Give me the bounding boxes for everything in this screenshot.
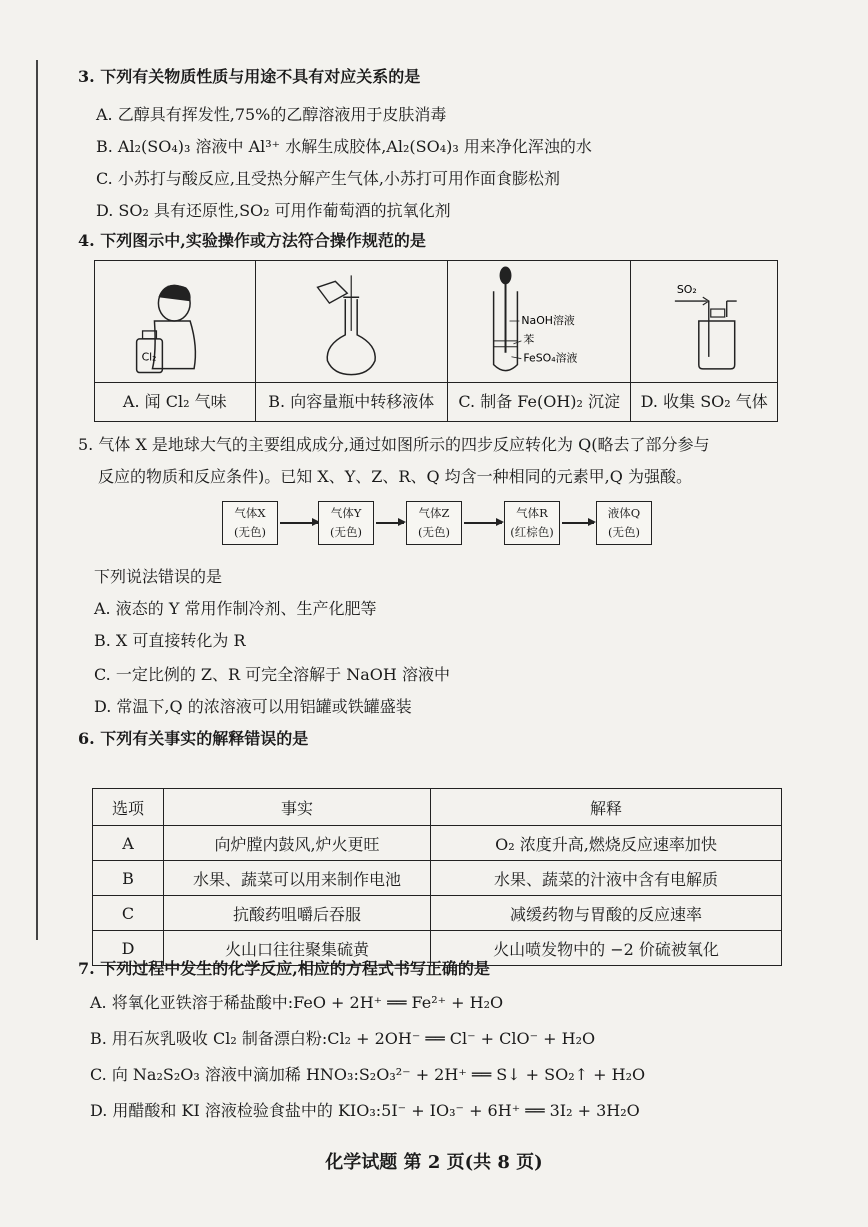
- cell-fact: 火山口往往聚集硫黄: [164, 931, 431, 966]
- flow-arrow: [562, 522, 594, 524]
- q5-stem-line1: 5. 气体 X 是地球大气的主要组成成分,通过如图所示的四步反应转化为 Q(略去了部分参与: [78, 435, 710, 454]
- q5-question: 下列说法错误的是: [94, 567, 223, 586]
- table-header-row: [93, 789, 782, 826]
- cl2-bottle-label: Cl₂: [141, 350, 157, 364]
- flow-arrow: [376, 522, 404, 524]
- margin-rule: [36, 60, 38, 940]
- feso4-label: FeSO₄溶液: [523, 351, 578, 365]
- q4-caption-a: A. 闻 Cl₂ 气味: [95, 382, 255, 421]
- q4-cell-b: [256, 261, 448, 421]
- q5-stem-line2: 反应的物质和反应条件)。已知 X、Y、Z、R、Q 均含一种相同的元素甲,Q 为强酸。: [98, 467, 692, 486]
- cell-option: A: [93, 826, 164, 861]
- col-fact: 事实: [164, 789, 431, 826]
- q6-stem: 6. 下列有关事实的解释错误的是: [78, 729, 309, 748]
- q5-option-b: B. X 可直接转化为 R: [94, 631, 246, 650]
- q4-cell-c: [448, 261, 631, 421]
- col-option: 选项: [93, 789, 164, 826]
- cell-fact: 抗酸药咀嚼后吞服: [164, 896, 431, 931]
- q3-option-b: B. Al₂(SO₄)₃ 溶液中 Al³⁺ 水解生成胶体,Al₂(SO₄)₃ 用来净化浑浊的水: [96, 137, 592, 156]
- q3-stem: 3. 下列有关物质性质与用途不具有对应关系的是: [78, 67, 421, 86]
- so2-label: SO₂: [677, 283, 698, 297]
- cell-explanation: 火山喷发物中的 −2 价硫被氧化: [431, 931, 782, 966]
- q6-table: [92, 788, 782, 966]
- benzene-label: 苯: [523, 332, 535, 346]
- cell-option: D: [93, 931, 164, 966]
- flow-arrow: [280, 522, 318, 524]
- q3-option-d: D. SO₂ 具有还原性,SO₂ 可用作葡萄酒的抗氧化剂: [96, 201, 451, 220]
- q4-figure-table: [94, 260, 778, 422]
- q5-option-d: D. 常温下,Q 的浓溶液可以用铝罐或铁罐盛装: [94, 697, 412, 716]
- col-explanation: 解释: [431, 789, 782, 826]
- cell-explanation: 减缓药物与胃酸的反应速率: [431, 896, 782, 931]
- volumetric-flask-illustration: [256, 261, 447, 383]
- smell-gas-illustration: [95, 261, 255, 383]
- q4-cell-a: [95, 261, 256, 421]
- q7-option-a: A. 将氧化亚铁溶于稀盐酸中:FeO + 2H⁺ ══ Fe²⁺ + H₂O: [90, 993, 504, 1012]
- q4-caption-c: C. 制备 Fe(OH)₂ 沉淀: [448, 382, 630, 421]
- page-footer: 化学试题 第 2 页(共 8 页): [325, 1152, 543, 1173]
- q4-cell-d: [631, 261, 777, 421]
- flow-arrow: [464, 522, 502, 524]
- test-tube-illustration: [448, 261, 630, 383]
- cell-option: B: [93, 861, 164, 896]
- q4-caption-d: D. 收集 SO₂ 气体: [631, 382, 777, 421]
- flow-box-y: 气体Y (无色): [318, 501, 374, 545]
- q7-option-b: B. 用石灰乳吸收 Cl₂ 制备漂白粉:Cl₂ + 2OH⁻ ══ Cl⁻ + ClO⁻ + H₂O: [90, 1029, 596, 1048]
- flow-box-q: 液体Q (无色): [596, 501, 652, 545]
- q7-option-d: D. 用醋酸和 KI 溶液检验食盐中的 KIO₃:5I⁻ + IO₃⁻ + 6H⁺ ══ 3I₂ + 3H₂O: [90, 1101, 640, 1120]
- q4-stem: 4. 下列图示中,实验操作或方法符合操作规范的是: [78, 231, 426, 250]
- cell-option: C: [93, 896, 164, 931]
- cell-fact: 水果、蔬菜可以用来制作电池: [164, 861, 431, 896]
- q3-option-a: A. 乙醇具有挥发性,75%的乙醇溶液用于皮肤消毒: [96, 105, 447, 124]
- q3-option-c: C. 小苏打与酸反应,且受热分解产生气体,小苏打可用作面食膨松剂: [96, 169, 561, 188]
- naoh-label: NaOH溶液: [521, 313, 575, 327]
- table-row: [93, 826, 782, 861]
- table-row: [93, 896, 782, 931]
- flow-box-z: 气体Z (无色): [406, 501, 462, 545]
- cell-fact: 向炉膛内鼓风,炉火更旺: [164, 826, 431, 861]
- cell-explanation: 水果、蔬菜的汁液中含有电解质: [431, 861, 782, 896]
- cell-explanation: O₂ 浓度升高,燃烧反应速率加快: [431, 826, 782, 861]
- q5-conversion-flow: [222, 501, 662, 547]
- q7-option-c: C. 向 Na₂S₂O₃ 溶液中滴加稀 HNO₃:S₂O₃²⁻ + 2H⁺ ══ S↓ + SO₂↑ + H₂O: [90, 1065, 646, 1084]
- flow-box-r: 气体R (红棕色): [504, 501, 560, 545]
- flow-box-x: 气体X (无色): [222, 501, 278, 545]
- q5-option-a: A. 液态的 Y 常用作制冷剂、生产化肥等: [94, 599, 377, 618]
- table-row: [93, 861, 782, 896]
- q4-caption-b: B. 向容量瓶中转移液体: [256, 382, 447, 421]
- gas-bottle-illustration: [631, 261, 777, 383]
- q7-stem: 7. 下列过程中发生的化学反应,相应的方程式书写正确的是: [78, 959, 490, 978]
- q5-option-c: C. 一定比例的 Z、R 可完全溶解于 NaOH 溶液中: [94, 665, 450, 684]
